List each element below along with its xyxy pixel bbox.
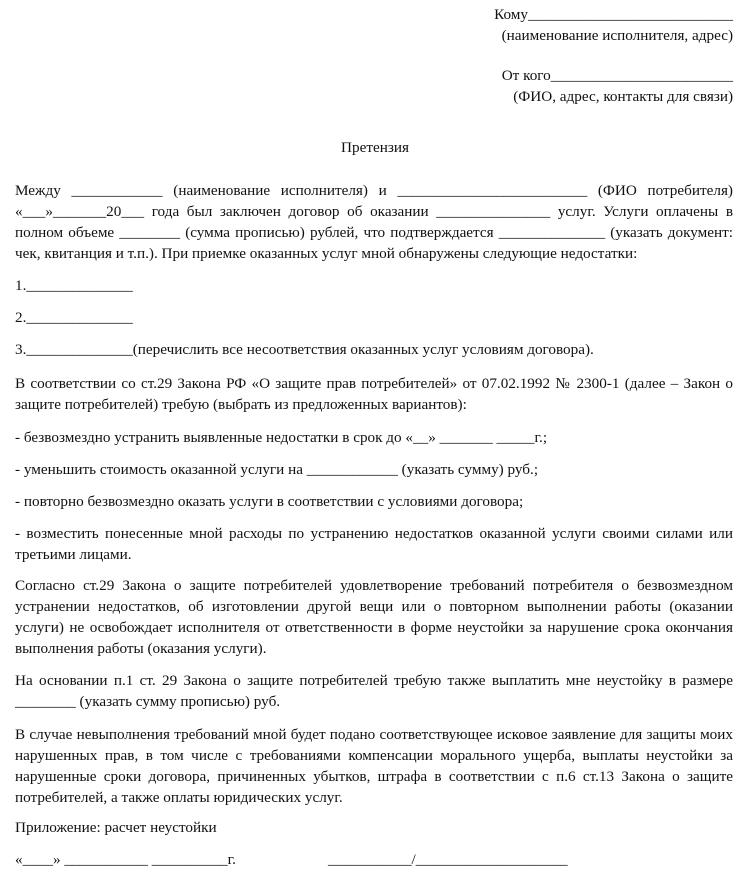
defect-item: 2.______________ [15, 309, 133, 326]
law-paragraph: Согласно ст.29 Закона о защите потребителей удовлетворение требований потребителя о безвозмездном устранении недостатков, об изготовлении другой вещи или о повторном выполнении работы (оказании услуги) не освобождает исполнителя от ответственности в форме неустойки за нарушение срока окончания выполнения работы (оказания услуги). [15, 577, 733, 657]
option-item: - уменьшить стоимость оказанной услуги на ____________ (указать сумму) руб.; [15, 461, 539, 478]
sender-line: От кого________________________ [501, 67, 733, 84]
attachment-line: Приложение: расчет неустойки [15, 819, 217, 836]
demand-intro-paragraph: В соответствии со ст.29 Закона РФ «О защите прав потребителей» от 07.02.1992 № 2300-1 (далее – Закон о защите потребителей) требую (выбрать из предложенных вариантов): [15, 375, 733, 413]
sender-hint: (ФИО, адрес, контакты для связи) [513, 88, 733, 105]
defect-item: 3.______________(перечислить все несоответствия оказанных услуг условиям договора). [15, 341, 594, 358]
recipient-line: Кому___________________________ [494, 6, 733, 23]
penalty-paragraph: На основании п.1 ст. 29 Закона о защите потребителей требую также выплатить мне неустойку в размере ________ (указать сумму прописью) руб. [15, 672, 733, 710]
court-paragraph: В случае невыполнения требований мной будет подано соответствующее исковое заявление для защиты моих нарушенных прав, в том числе с требованиями компенсации морального ущерба, выплаты неустойки за нарушенные сроки договора, причиненных убытков, штрафа в соответствии с п.6 ст.13 Закона о защите потребителей, а также оплаты юридических услуг. [15, 726, 733, 806]
intro-paragraph: Между ____________ (наименование исполнителя) и _________________________ (ФИО потребителя) «___»_______20___ года был заключен договор об оказании _______________ услуг. Услуги оплачены в полном объеме ________ (сумма прописью) рублей, что подтверждается ______________ (указать документ: чек, квитанция и т.п.). При приемке оказанных услуг мной обнаружены следующие недостатки: [15, 182, 733, 262]
document-title: Претензия [341, 139, 409, 156]
signature-line: ___________/____________________ [328, 851, 568, 868]
option-item: - повторно безвозмездно оказать услуги в соответствии с условиями договора; [15, 493, 524, 510]
defect-item: 1.______________ [15, 277, 133, 294]
option-item: - безвозмездно устранить выявленные недостатки в срок до «__» _______ _____г.; [15, 429, 548, 446]
signature-date: «____» ___________ __________г. [15, 851, 236, 868]
option-item: - возместить понесенные мной расходы по устранению недостатков оказанной услуги своими силами или третьими лицами. [15, 525, 733, 563]
recipient-hint: (наименование исполнителя, адрес) [501, 27, 733, 44]
